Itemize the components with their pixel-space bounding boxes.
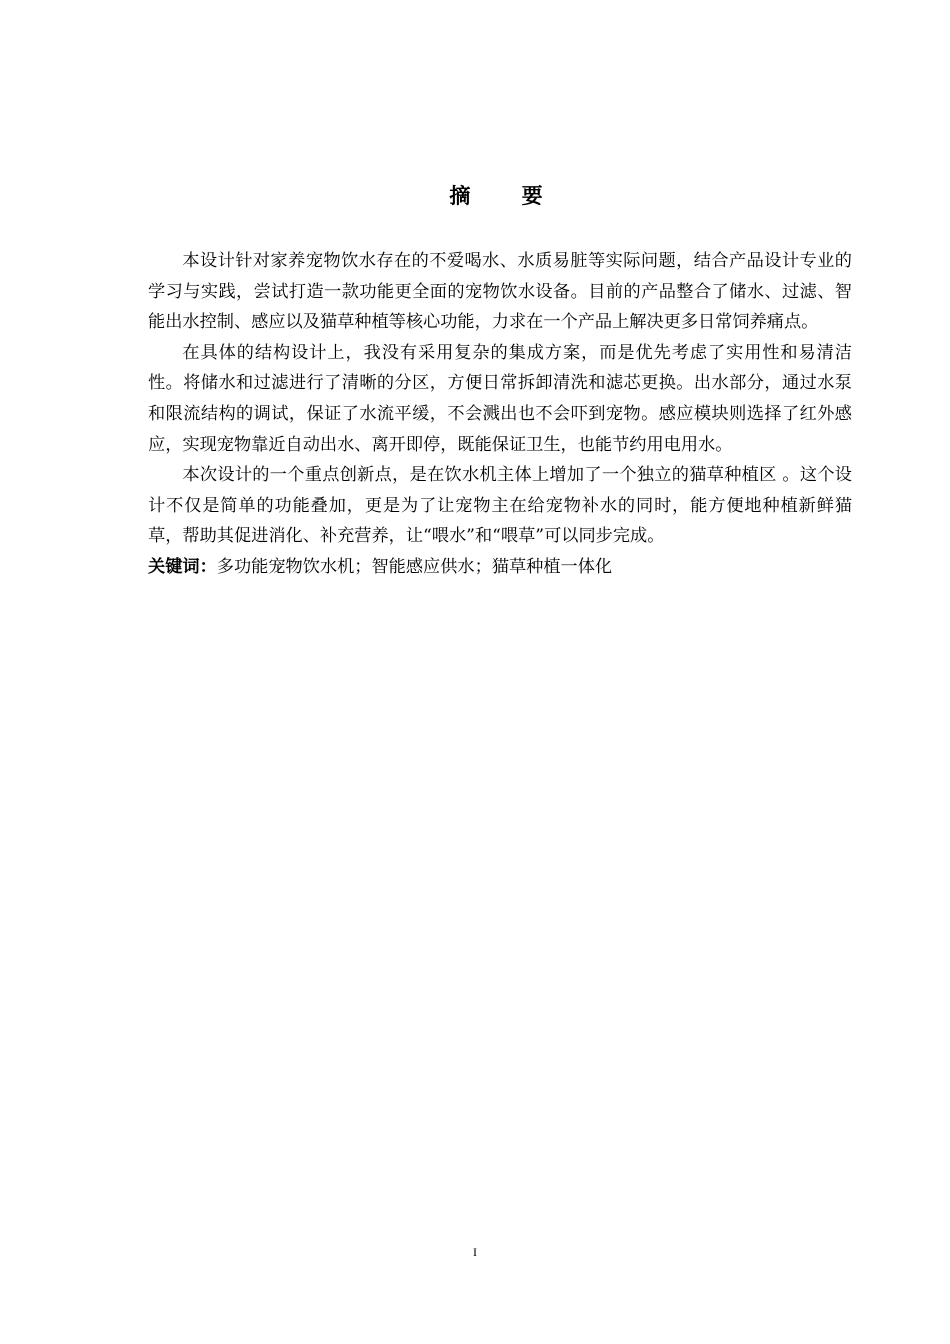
abstract-title: 摘 要 (449, 183, 565, 208)
keywords-text: 多功能宠物饮水机；智能感应供水；猫草种植一体化 (216, 556, 613, 577)
page-number: I (473, 1245, 477, 1259)
abstract-paragraph-1: 本设计针对家养宠物饮水存在的不爱喝水、水质易脏等实际问题，结合产品设计专业的学习与实践，尝试打造一款功能更全面的宠物饮水设备。目前的产品整合了储水、过滤、智能出水控制、感应以及猫草种植等核心功能，力求在一个产品上解决更多日常饲养痛点。 (148, 251, 852, 333)
abstract-body (148, 246, 852, 583)
keywords-line (148, 552, 852, 583)
keywords-label: 关键词： (148, 556, 217, 577)
abstract-paragraph-3: 本次设计的一个重点创新点，是在饮水机主体上增加了一个独立的猫草种植区 。这个设计不仅是简单的功能叠加，更是为了让宠物主在给宠物补水的同时，能方便地种植新鲜猫草，帮助其促进消化、补充营养，让“喂水”和“喂草”可以同步完成。 (148, 465, 852, 547)
abstract-paragraph-2: 在具体的结构设计上，我没有采用复杂的集成方案，而是优先考虑了实用性和易清洁性。将储水和过滤进行了清晰的分区，方便日常拆卸清洗和滤芯更换。出水部分，通过水泵和限流结构的调试，保证了水流平缓，不会溅出也不会吓到宠物。感应模块则选择了红外感应，实现宠物靠近自动出水、离开即停，既能保证卫生，也能节约用电用水。 (148, 342, 852, 455)
